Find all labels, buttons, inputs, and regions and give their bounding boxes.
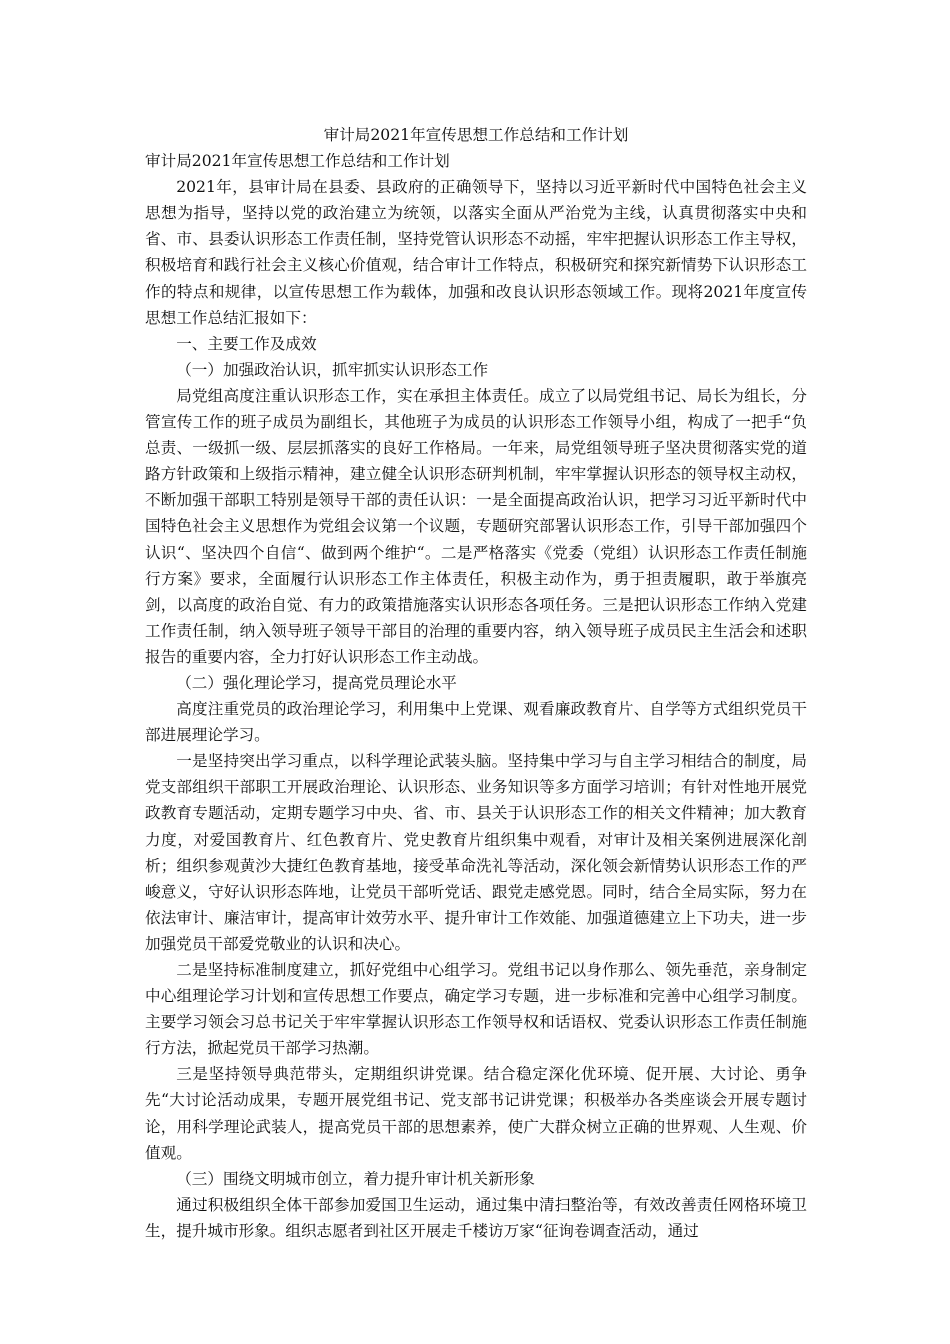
paragraph-theory-study-intro: 高度注重党员的政治理论学习，利用集中上党课、观看廉政教育片、自学等方式组织党员干部进展理论学习。 (145, 700, 807, 745)
intro-paragraph: 2021年，县审计局在县委、县政府的正确领导下，坚持以习近平新时代中国特色社会主义思想为指导，坚持以党的政治建立为统领，以落实全面从严治党为主线，认真贯彻落实中央和省、市、县委认识形态工作责任制，坚持党管认识形态不动摇，牢牢把握认识形态工作主导权，积极培育和践行社会主义核心价值观，结合审计工作特点，积极研究和探究新情势下认识形态工作的特点和规律，以宣传思想工作为载体，加强和改良认识形态领域工作。现将2021年度宣传思想工作总结汇报如下： (145, 178, 807, 327)
document-subtitle: 审计局2021年宣传思想工作总结和工作计划 (145, 152, 450, 171)
paragraph-civilized-city: 通过积极组织全体干部参加爱国卫生运动，通过集中清扫整治等，有效改善责任网格环境卫生，提升城市形象。组织志愿者到社区开展走千楼访万家“征询卷调查活动，通过 (145, 1195, 807, 1240)
subsection-heading-political-awareness: （一）加强政治认识，抓牢抓实认识形态工作 (176, 360, 489, 379)
subsection-heading-civilized-city: （三）围绕文明城市创立，着力提升审计机关新形象 (176, 1169, 535, 1188)
paragraph-standard-system: 二是坚持标准制度建立，抓好党组中心组学习。党组书记以身作那么、领先垂范，亲身制定中心组理论学习计划和宣传思想工作要点，确定学习专题，进一步标准和完善中心组学习制度。主要学习领会习总书记关于牢牢掌握认识形态工作领导权和话语权、党委认识形态工作责任制施行方法，掀起党员干部学习热潮。 (145, 961, 807, 1058)
paragraph-study-focus: 一是坚持突出学习重点，以科学理论武装头脑。坚持集中学习与自主学习相结合的制度，局党支部组织干部职工开展政治理论、认识形态、业务知识等多方面学习培训；有针对性地开展党政教育专题活动，定期专题学习中央、省、市、县关于认识形态工作的相关文件精神；加大教育力度，对爱国教育片、红色教育片、党史教育片组织集中观看，对审计及相关案例进展深化剖析；组织参观黄沙大捷红色教育基地，接受革命洗礼等活动，深化领会新情势认识形态工作的严峻意义，守好认识形态阵地，让党员干部听党话、跟党走感党恩。同时，结合全局实际，努力在依法审计、廉洁审计，提高审计效劳水平、提升审计工作效能、加强道德建立上下功夫，进一步加强党员干部爱党敬业的认识和决心。 (145, 752, 807, 953)
subsection-heading-theory-study: （二）强化理论学习，提高党员理论水平 (176, 673, 457, 692)
section-heading-main-work: 一、主要工作及成效 (176, 334, 317, 353)
document-body (145, 122, 807, 1244)
paragraph-ideology-work: 局党组高度注重认识形态工作，实在承担主体责任。成立了以局党组书记、局长为组长，分管宣传工作的班子成员为副组长，其他班子为成员的认识形态工作领导小组，构成了一把手“负总责、一级抓一级、层层抓落实的良好工作格局。一年来，局党组领导班子坚决贯彻落实党的道路方针政策和上级指示精神，建立健全认识形态研判机制，牢牢掌握认识形态的领导权主动权，不断加强干部职工特别是领导干部的责任认识：一是全面提高政治认识，把学习习近平新时代中国特色社会主义思想作为党组会议第一个议题，专题研究部署认识形态工作，引导干部加强四个认识“、坚决四个自信“、做到两个维护“。二是严格落实《党委（党组）认识形态工作责任制施行方案》要求，全面履行认识形态工作主体责任，积极主动作为，勇于担责履职，敢于举旗亮剑，以高度的政治自觉、有力的政策措施落实认识形态各项任务。三是把认识形态工作纳入党建工作责任制，纳入领导班子领导干部目的治理的重要内容，纳入领导班子成员民主生活会和述职报告的重要内容，全力打好认识形态工作主动战。 (145, 386, 807, 666)
document-title: 审计局2021年宣传思想工作总结和工作计划 (323, 126, 629, 144)
paragraph-leadership-example: 三是坚持领导典范带头，定期组织讲党课。结合稳定深化优环境、促开展、大讨论、勇争先“大讨论活动成果，专题开展党组书记、党支部书记讲党课；积极举办各类座谈会开展专题讨论，用科学理论武装人，提高党员干部的思想素养，使广大群众树立正确的世界观、人生观、价值观。 (145, 1065, 807, 1162)
